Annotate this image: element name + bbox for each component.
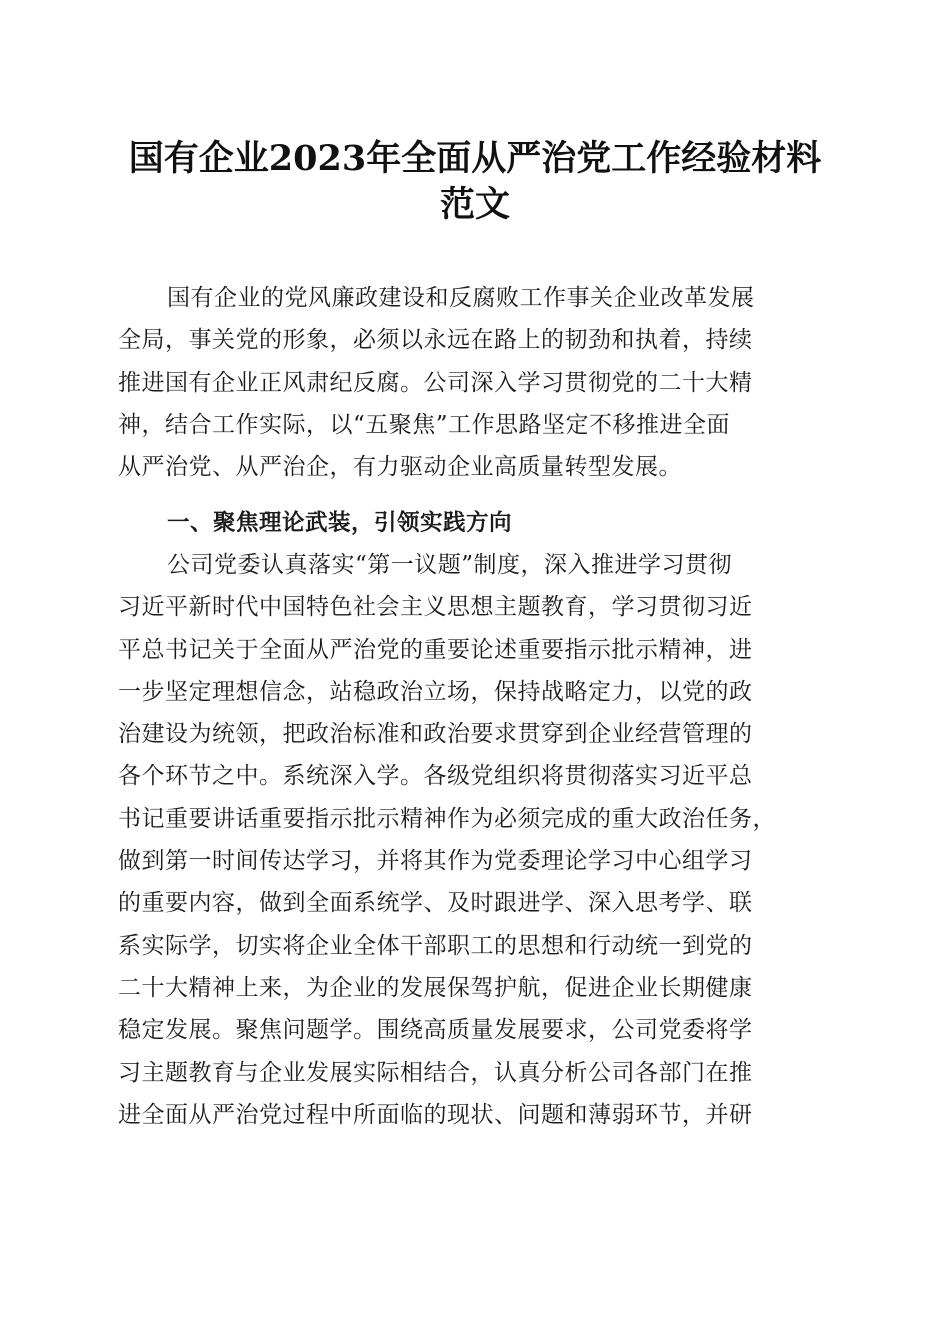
text-line: 从严治党、从严治企，有力驱动企业高质量转型发展。 [118, 454, 682, 481]
text-line: 国有企业的党风廉政建设和反腐败工作事关企业改革发展 [167, 285, 755, 311]
text-line: 的重要内容，做到全面系统学、及时跟进学、深入思考学、联 [118, 890, 753, 917]
text-line: 治建设为统领，把政治标准和政治要求贯穿到企业经营管理的 [118, 721, 753, 748]
text-line: 稳定发展。聚焦问题学。围绕高质量发展要求，公司党委将学 [118, 1017, 753, 1044]
text-line: 进全面从严治党过程中所面临的现状、问题和薄弱环节，并研 [118, 1101, 753, 1128]
text-line: 平总书记关于全面从严治党的重要论述重要指示批示精神，进 [118, 636, 753, 663]
heading-text: 一、聚焦理论武装，引领实践方向 [167, 510, 513, 536]
text-line: 公司党委认真落实“第一议题”制度，深入推进学习贯彻 [167, 552, 733, 578]
title-line: 国有企业2023年全面从严治党工作经验材料 [128, 138, 822, 179]
text-line: 二十大精神上来，为企业的发展保驾护航，促进企业长期健康 [118, 974, 753, 1001]
text-line: 推进国有企业正风肃纪反腐。公司深入学习贯彻党的二十大精 [118, 369, 753, 396]
text-line: 系实际学，切实将企业全体干部职工的思想和行动统一到党的 [118, 932, 753, 959]
text-line: 习主题教育与企业发展实际相结合，认真分析公司各部门在推 [118, 1059, 753, 1086]
section1-paragraph [118, 544, 830, 1136]
text-line: 做到第一时间传达学习，并将其作为党委理论学习中心组学习 [118, 848, 753, 875]
text-line: 全局，事关党的形象，必须以永远在路上的韧劲和执着，持续 [118, 327, 753, 354]
document-title [100, 136, 850, 228]
text-line: 书记重要讲话重要指示批示精神作为必须完成的重大政治任务， [118, 805, 776, 832]
text-line: 各个环节之中。系统深入学。各级党组织将贯彻落实习近平总 [118, 763, 753, 790]
section-heading [118, 502, 830, 544]
title-line: 范文 [439, 184, 510, 225]
text-line: 习近平新时代中国特色社会主义思想主题教育，学习贯彻习近 [118, 594, 753, 621]
intro-paragraph [118, 277, 830, 488]
text-line: 一步坚定理想信念，站稳政治立场，保持战略定力，以党的政 [118, 678, 753, 705]
text-line: 神，结合工作实际，以“五聚焦”工作思路坚定不移推进全面 [118, 411, 731, 438]
